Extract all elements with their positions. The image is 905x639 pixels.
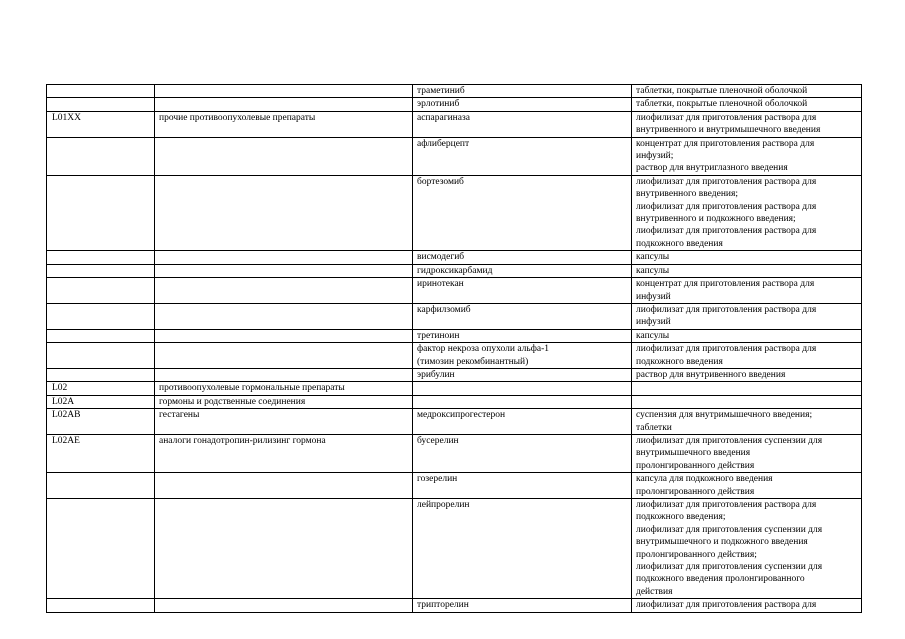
- atc-code-cell: [47, 473, 155, 499]
- group-name-cell: [155, 473, 413, 499]
- drug-name-cell: фактор некроза опухоли альфа-1 (тимозин рекомбинантный): [413, 343, 632, 369]
- dosage-form-cell: лиофилизат для приготовления раствора для подкожного введения; лиофилизат для приготовления суспензии для внутримышечного и подкожного введения пролонгированного действия; лиофилизат для приготовления суспензии для подкожного введения пролонгированного действия: [632, 499, 862, 599]
- group-name-cell: [155, 278, 413, 304]
- group-name-cell: [155, 343, 413, 369]
- table-row: [47, 303, 862, 329]
- dosage-form-cell: лиофилизат для приготовления раствора для подкожного введения: [632, 343, 862, 369]
- atc-code-cell: [47, 329, 155, 342]
- drug-name-cell: эрлотиниб: [413, 98, 632, 111]
- drug-name-cell: гозерелин: [413, 473, 632, 499]
- dosage-form-cell: капсула для подкожного введения пролонгированного действия: [632, 473, 862, 499]
- table-row: [47, 98, 862, 111]
- group-name-cell: [155, 303, 413, 329]
- atc-code-cell: [47, 137, 155, 175]
- table-row: [47, 137, 862, 175]
- group-name-cell: [155, 368, 413, 381]
- group-name-cell: противоопухолевые гормональные препараты: [155, 382, 413, 395]
- atc-code-cell: [47, 278, 155, 304]
- drug-name-cell: лейпрорелин: [413, 499, 632, 599]
- atc-code-cell: L02AE: [47, 434, 155, 472]
- group-name-cell: [155, 137, 413, 175]
- group-name-cell: аналоги гонадотропин-рилизинг гормона: [155, 434, 413, 472]
- table-row: [47, 473, 862, 499]
- drug-name-cell: [413, 395, 632, 408]
- table-row: [47, 395, 862, 408]
- drug-name-cell: карфилзомиб: [413, 303, 632, 329]
- dosage-form-cell: капсулы: [632, 264, 862, 277]
- table-row: [47, 278, 862, 304]
- group-name-cell: [155, 85, 413, 98]
- group-name-cell: гестагены: [155, 409, 413, 435]
- dosage-form-cell: капсулы: [632, 251, 862, 264]
- table-row: [47, 382, 862, 395]
- table-row: [47, 343, 862, 369]
- atc-code-cell: [47, 175, 155, 250]
- dosage-form-cell: таблетки, покрытые пленочной оболочкой: [632, 85, 862, 98]
- drug-name-cell: трипторелин: [413, 599, 632, 612]
- table-row: [47, 409, 862, 435]
- dosage-form-cell: лиофилизат для приготовления раствора для внутривенного и внутримышечного введения: [632, 111, 862, 137]
- table-row: [47, 111, 862, 137]
- drug-name-cell: эрибулин: [413, 368, 632, 381]
- dosage-form-cell: лиофилизат для приготовления суспензии для внутримышечного введения пролонгированного действия: [632, 434, 862, 472]
- atc-code-cell: [47, 499, 155, 599]
- table-row: [47, 85, 862, 98]
- group-name-cell: [155, 251, 413, 264]
- dosage-form-cell: лиофилизат для приготовления раствора для: [632, 599, 862, 612]
- drug-name-cell: третиноин: [413, 329, 632, 342]
- drug-name-cell: висмодегиб: [413, 251, 632, 264]
- drug-name-cell: иринотекан: [413, 278, 632, 304]
- group-name-cell: [155, 329, 413, 342]
- group-name-cell: гормоны и родственные соединения: [155, 395, 413, 408]
- dosage-form-cell: таблетки, покрытые пленочной оболочкой: [632, 98, 862, 111]
- atc-code-cell: [47, 98, 155, 111]
- group-name-cell: [155, 98, 413, 111]
- atc-code-cell: [47, 264, 155, 277]
- drug-name-cell: траметиниб: [413, 85, 632, 98]
- dosage-form-cell: [632, 395, 862, 408]
- atc-code-cell: [47, 599, 155, 612]
- group-name-cell: [155, 264, 413, 277]
- table-row: [47, 251, 862, 264]
- atc-code-cell: [47, 251, 155, 264]
- dosage-form-cell: капсулы: [632, 329, 862, 342]
- group-name-cell: прочие противоопухолевые препараты: [155, 111, 413, 137]
- drug-name-cell: афлиберцепт: [413, 137, 632, 175]
- table-row: [47, 329, 862, 342]
- dosage-form-cell: концентрат для приготовления раствора для инфузий; раствор для внутриглазного введения: [632, 137, 862, 175]
- atc-code-cell: L02A: [47, 395, 155, 408]
- drug-name-cell: бортезомиб: [413, 175, 632, 250]
- atc-code-cell: L02AB: [47, 409, 155, 435]
- table-row: [47, 264, 862, 277]
- dosage-form-cell: концентрат для приготовления раствора для инфузий: [632, 278, 862, 304]
- group-name-cell: [155, 599, 413, 612]
- drug-table: [46, 84, 862, 613]
- table-row: [47, 599, 862, 612]
- dosage-form-cell: [632, 382, 862, 395]
- atc-code-cell: L01XX: [47, 111, 155, 137]
- drug-name-cell: аспарагиназа: [413, 111, 632, 137]
- dosage-form-cell: суспензия для внутримышечного введения; таблетки: [632, 409, 862, 435]
- table-row: [47, 368, 862, 381]
- drug-name-cell: медроксипрогестерон: [413, 409, 632, 435]
- table-row: [47, 499, 862, 599]
- drug-name-cell: бусерелин: [413, 434, 632, 472]
- atc-code-cell: [47, 368, 155, 381]
- table-row: [47, 434, 862, 472]
- drug-name-cell: [413, 382, 632, 395]
- drug-name-cell: гидроксикарбамид: [413, 264, 632, 277]
- table-row: [47, 175, 862, 250]
- dosage-form-cell: лиофилизат для приготовления раствора для внутривенного введения; лиофилизат для приготовления раствора для внутривенного и подкожного введения; лиофилизат для приготовления раствора для подкожного введения: [632, 175, 862, 250]
- dosage-form-cell: раствор для внутривенного введения: [632, 368, 862, 381]
- dosage-form-cell: лиофилизат для приготовления раствора для инфузий: [632, 303, 862, 329]
- table-body: [47, 85, 862, 613]
- atc-code-cell: [47, 85, 155, 98]
- atc-code-cell: [47, 343, 155, 369]
- group-name-cell: [155, 175, 413, 250]
- group-name-cell: [155, 499, 413, 599]
- atc-code-cell: [47, 303, 155, 329]
- atc-code-cell: L02: [47, 382, 155, 395]
